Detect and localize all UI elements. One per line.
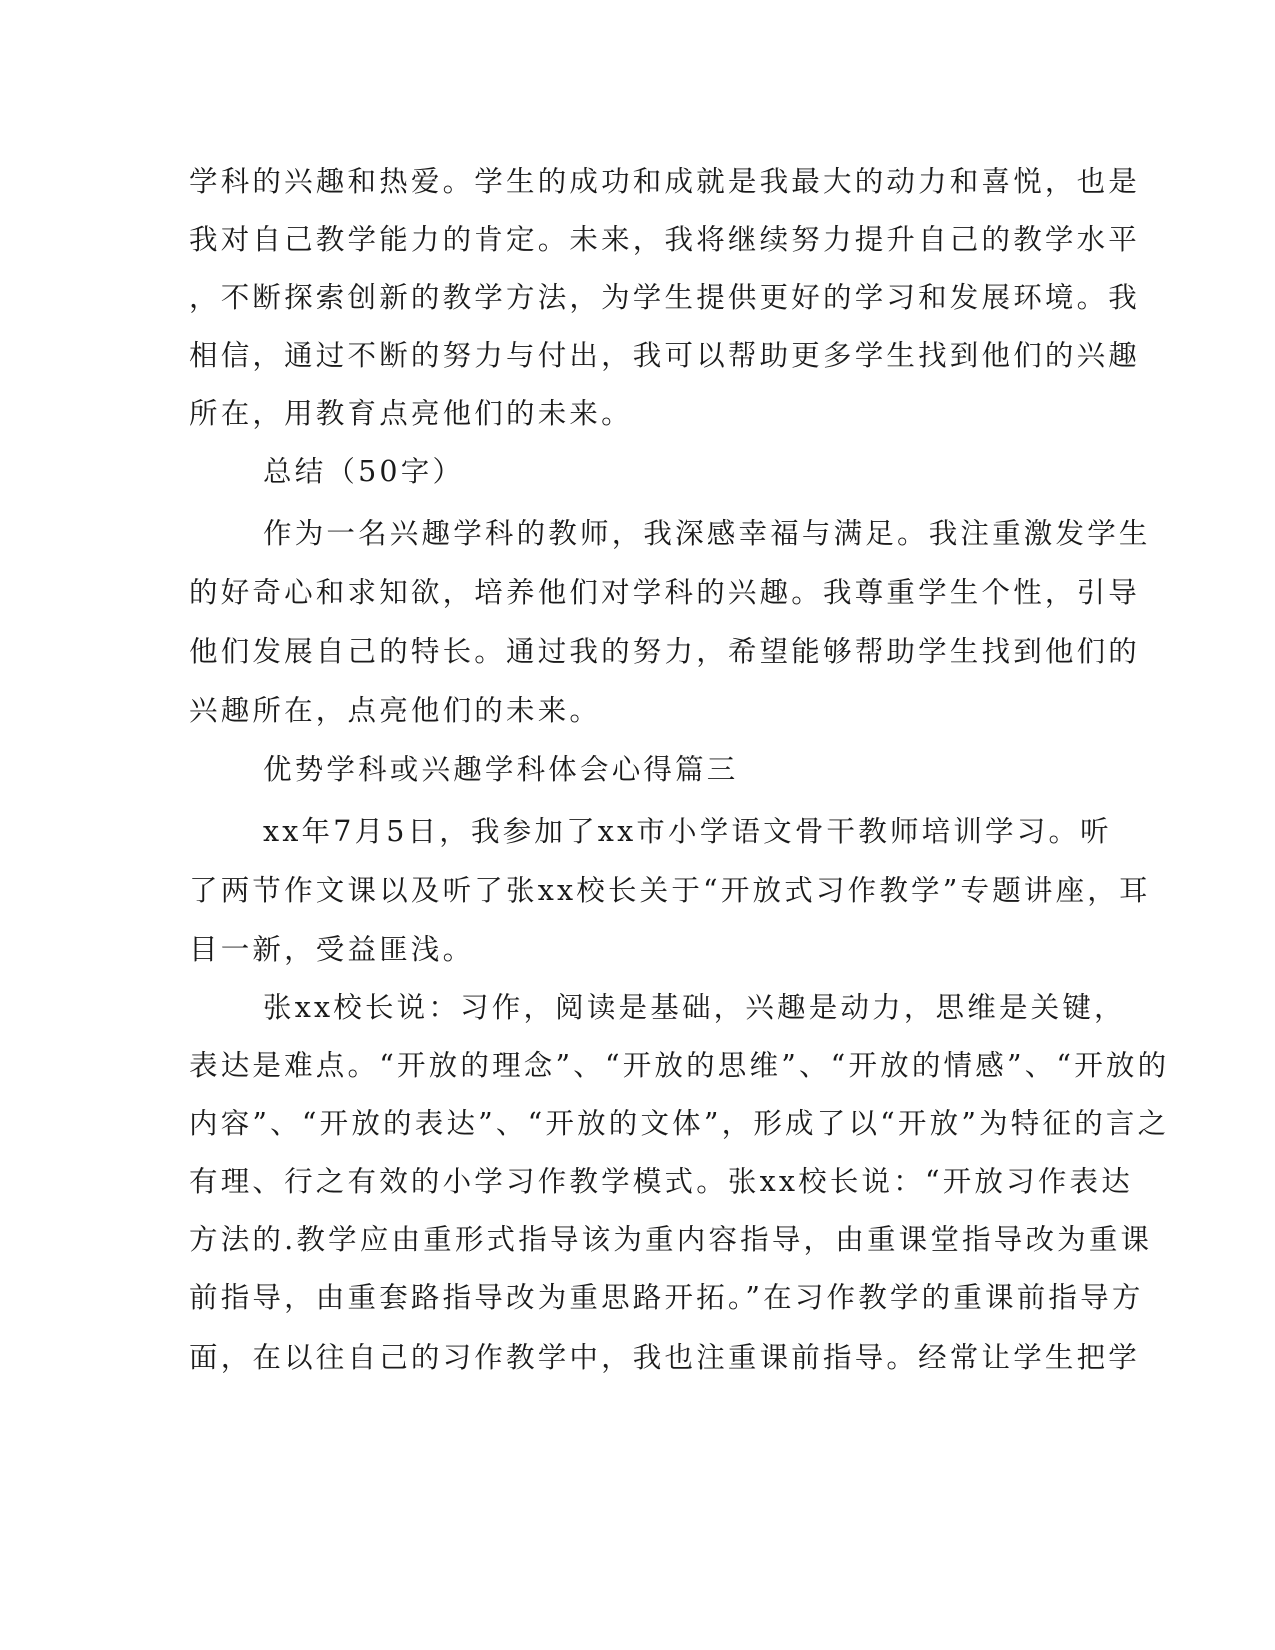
text-line: 他们发展自己的特长。通过我的努力，希望能够帮助学生找到他们的 <box>189 635 1141 668</box>
text-line: xx年7月5日，我参加了xx市小学语文骨干教师培训学习。听 <box>263 815 1112 848</box>
text-line: 兴趣所在，点亮他们的未来。 <box>189 694 602 727</box>
text-line: ，不断探索创新的教学方法，为学生提供更好的学习和发展环境。我 <box>189 281 1141 314</box>
text-line: 有理、行之有效的小学习作教学模式。张xx校长说：“开放习作表达 <box>189 1165 1133 1198</box>
section-heading: 总结（50字） <box>263 455 465 488</box>
text-line: 面，在以往自己的习作教学中，我也注重课前指导。经常让学生把学 <box>189 1341 1141 1374</box>
text-line: 表达是难点。“开放的理念”、“开放的思维”、“开放的情感”、“开放的 <box>189 1049 1170 1082</box>
text-line: 前指导，由重套路指导改为重思路开拓。”在习作教学的重课前指导方 <box>189 1281 1144 1314</box>
text-line: 我对自己教学能力的肯定。未来，我将继续努力提升自己的教学水平 <box>189 223 1141 256</box>
text-line: 学科的兴趣和热爱。学生的成功和成就是我最大的动力和喜悦，也是 <box>189 165 1141 198</box>
text-line: 的好奇心和求知欲，培养他们对学科的兴趣。我尊重学生个性，引导 <box>189 576 1141 609</box>
section-heading: 优势学科或兴趣学科体会心得篇三 <box>263 753 739 786</box>
text-line: 所在，用教育点亮他们的未来。 <box>189 397 633 430</box>
text-line: 作为一名兴趣学科的教师，我深感幸福与满足。我注重激发学生 <box>263 517 1151 550</box>
text-line: 内容”、“开放的表达”、“开放的文体”，形成了以“开放”为特征的言之 <box>189 1107 1170 1140</box>
text-line: 了两节作文课以及听了张xx校长关于“开放式习作教学”专题讲座，耳 <box>189 874 1151 907</box>
text-line: 张xx校长说：习作，阅读是基础，兴趣是动力，思维是关键， <box>263 991 1126 1024</box>
text-line: 相信，通过不断的努力与付出，我可以帮助更多学生找到他们的兴趣 <box>189 339 1141 372</box>
text-line: 方法的.教学应由重形式指导该为重内容指导，由重课堂指导改为重课 <box>189 1223 1153 1256</box>
text-line: 目一新，受益匪浅。 <box>189 933 475 966</box>
